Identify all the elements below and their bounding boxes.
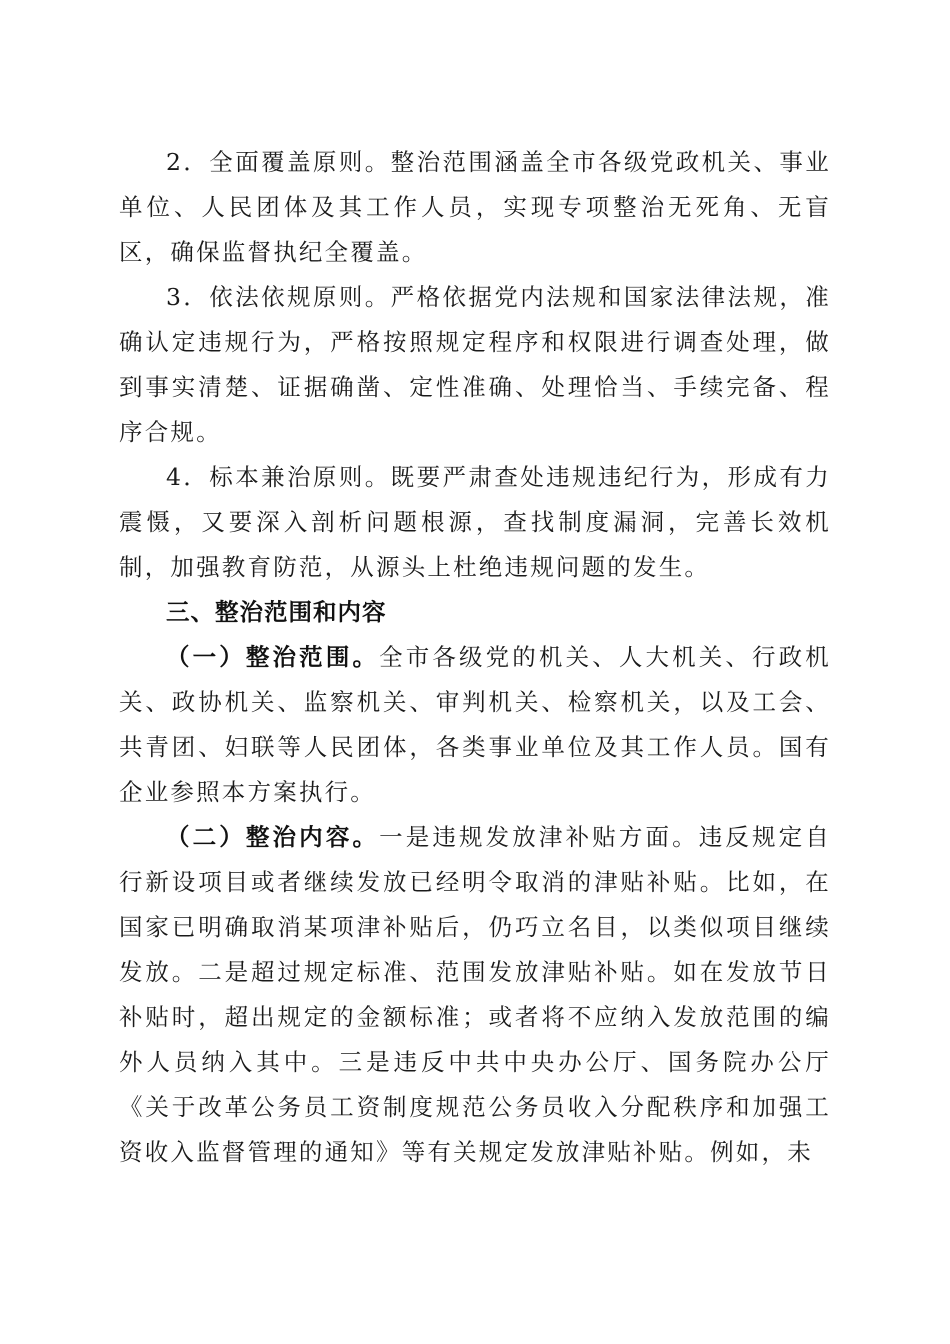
- content-text: 一是违规发放津补贴方面。违反规定自行新设项目或者继续发放已经明令取消的津贴补贴。比如，在国家已明确取消某项津补贴后，仍巧立名目，以类似项目继续发放。二是超过规定标准、范围发放津贴补贴。如在发放节日补贴时，超出规定的金额标准；或者将不应纳入发放范围的编外人员纳入其中。三是违反中共中央办公厅、国务院办公厅《关于改革公务员工资制度规范公务员收入分配秩序和加强工资收入监督管理的通知》等有关规定发放津贴补贴。例如，未: [119, 823, 831, 1166]
- principle-4-paragraph: 4．标本兼治原则。既要严肃查处违规违纪行为，形成有力震慑，又要深入剖析问题根源，查找制度漏洞，完善长效机制，加强教育防范，从源头上杜绝违规问题的发生。: [119, 463, 831, 581]
- section-3-heading: 三、整治范围和内容: [166, 598, 387, 626]
- principle-2-paragraph: 2．全面覆盖原则。整治范围涵盖全市各级党政机关、事业单位、人民团体及其工作人员，实现专项整治无死角、无盲区，确保监督执纪全覆盖。: [119, 148, 831, 266]
- content-lead: （二）整治内容。: [166, 823, 380, 851]
- content-paragraph: [119, 815, 831, 1175]
- document-body: [119, 140, 831, 1175]
- scope-text: 全市各级党的机关、人大机关、行政机关、政协机关、监察机关、审判机关、检察机关，以及工会、共青团、妇联等人民团体，各类事业单位及其工作人员。国有企业参照本方案执行。: [119, 643, 831, 806]
- scope-lead: （一）整治范围。: [166, 643, 380, 671]
- principle-3-paragraph: 3．依法依规原则。严格依据党内法规和国家法律法规，准确认定违规行为，严格按照规定程序和权限进行调查处理，做到事实清楚、证据确凿、定性准确、处理恰当、手续完备、程序合规。: [119, 283, 831, 446]
- scope-paragraph: [119, 635, 831, 815]
